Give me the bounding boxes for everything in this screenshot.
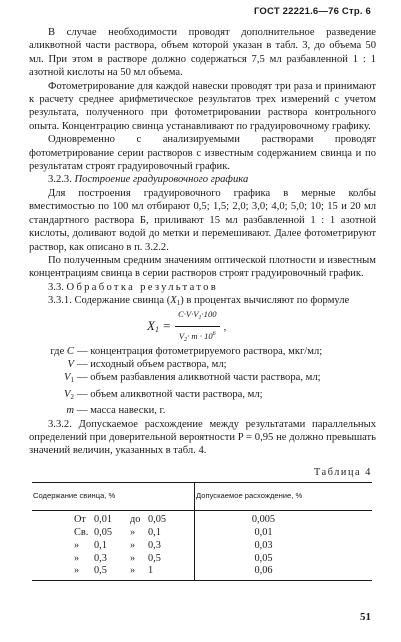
cell-range: [32, 511, 195, 527]
range-lo: 0,01: [94, 514, 113, 526]
paragraph: Одновременно с анализируемыми растворами проводят фотометрирование серии растворов с известным содержанием свинца и по результатам строят градуировочный график.: [29, 134, 376, 173]
table-row: [32, 553, 372, 566]
range-pre: Св.: [74, 526, 89, 538]
symbol: V: [64, 388, 71, 400]
page-body: [29, 26, 376, 581]
page-header: ГОСТ 22221.6—76 Стр. 6: [253, 6, 371, 17]
range-hi: 0,05: [148, 514, 167, 526]
cell-tolerance: 0,06: [195, 565, 373, 580]
range: [32, 540, 194, 553]
definition-row: [29, 404, 376, 417]
cell-range: [32, 553, 195, 566]
range-hi: 0,3: [148, 539, 161, 551]
definition-text: — объем разбавления аликвотной части раствора, мл;: [77, 372, 321, 384]
subscript: 1: [70, 376, 74, 385]
section-heading-3-3: [29, 281, 376, 294]
symbol: m: [66, 405, 74, 417]
definition-text: — объем аликвотной части раствора, мл;: [77, 388, 263, 400]
column-header: Допускаемое расхождение, %: [195, 483, 373, 511]
symbol: X: [170, 295, 177, 307]
cell-tolerance: 0,03: [195, 540, 373, 553]
paragraph: Фотометрирование для каждой навески проводят три раза и принимают к расчету среднее арифметическое результатов трех измерений с учетом результата, полученного при фотометрировании раствора контрольного опыта. Концентрацию свинца устанавливают по градуировочному графику.: [29, 80, 376, 132]
definition-symbol: [29, 388, 77, 404]
definition-row: [29, 388, 376, 404]
cell-range: [32, 540, 195, 553]
definition-symbol: [29, 358, 77, 371]
subscript: 2: [70, 392, 74, 401]
range-lo: 0,1: [94, 539, 107, 551]
symbol: V: [64, 372, 71, 384]
section-number: 3.3.: [48, 281, 64, 293]
range-mid: »: [130, 565, 136, 577]
paragraph: По полученным средним значениям оптической плотности и известным концентрациям свинца в серии растворов строят градуировочный график.: [29, 254, 376, 280]
table-row: [32, 527, 372, 540]
numerator-tail: ·100: [201, 308, 217, 319]
range-hi: 1: [148, 565, 154, 577]
section-heading-3-2-3: [29, 173, 376, 186]
section-title: Построение градуировочного графика: [74, 174, 249, 186]
range-mid: »: [130, 539, 136, 551]
paragraph: Для построения градуировочного графика в мерные колбы вместимостью по 100 мл отбирают 0,5; 1,5; 2,0; 3,0; 4,0; 5,0; 10; 15 и 20 мл стандартного раствора Б, приливают 15 мл разбавленной 1 : 1 азотной кислоты, доливают водой до метки и перемешивают. Далее фотометрируют раствор, как описано в п. 3.2.2.: [29, 187, 376, 253]
range-pre: »: [74, 565, 80, 577]
table-row: [32, 511, 372, 527]
range: [32, 514, 194, 527]
table-4: [32, 482, 372, 581]
table-row: [32, 540, 372, 553]
formula: [147, 308, 376, 343]
range-hi: 0,1: [148, 526, 161, 538]
range-hi: 0,5: [148, 552, 161, 564]
definition-row: [29, 358, 376, 371]
cell-tolerance: 0,05: [195, 553, 373, 566]
cell-tolerance: 0,01: [195, 527, 373, 540]
denominator-tail: · m · 10: [187, 330, 213, 341]
denominator-superscript: 6: [212, 331, 216, 338]
range-mid: до: [130, 514, 141, 526]
numerator-text: C·V·V: [177, 308, 199, 319]
text-run: 3.3.1. Содержание свинца (: [48, 295, 171, 307]
formula-equals: =: [158, 317, 171, 333]
column-header: Содержание свинца, %: [32, 483, 195, 511]
table-header-row: [32, 483, 372, 511]
formula-comma: ,: [223, 321, 227, 333]
formula-numerator: [175, 308, 220, 327]
cell-range: [32, 527, 195, 540]
range-mid: »: [130, 552, 136, 564]
definition-text: — масса навески, г.: [77, 405, 166, 417]
symbol: C: [66, 345, 74, 357]
section-number: 3.2.3.: [48, 174, 72, 186]
numerator-subscript: 1: [198, 314, 202, 321]
formula-lhs: [147, 319, 171, 336]
formula-symbol: X: [147, 317, 155, 333]
cell-range: [32, 565, 195, 580]
definition-text: — концентрация фотометрируемого раствора, мкг/мл;: [77, 345, 323, 357]
range-lo: 0,3: [94, 552, 107, 564]
denominator-subscript: 2: [184, 336, 188, 343]
range: [32, 565, 194, 578]
definition-symbol: [29, 345, 77, 358]
range-pre: От: [74, 514, 86, 526]
cell-tolerance: 0,005: [195, 511, 373, 527]
range-pre: »: [74, 552, 80, 564]
definition-symbol: [29, 371, 77, 387]
page-number: 51: [360, 611, 371, 623]
range-lo: 0,5: [94, 565, 107, 577]
denominator-text: V: [178, 330, 185, 341]
symbol: V: [67, 358, 74, 370]
formula-fraction: [175, 308, 220, 348]
definition-row: [29, 345, 376, 358]
table-body: [32, 511, 372, 581]
section-title: Обработка результатов: [66, 281, 219, 293]
range: [32, 527, 194, 540]
formula-subscript: 1: [154, 324, 159, 334]
range: [32, 553, 194, 566]
definition-text: — исходный объем раствора, мл;: [77, 358, 227, 370]
table-title: Таблица 4: [314, 466, 372, 478]
definition-symbol: [29, 404, 77, 417]
definition-prefix: где: [50, 345, 67, 357]
subscript: 1: [176, 299, 181, 308]
range-lo: 0,05: [94, 526, 113, 538]
formula-definitions: [29, 345, 376, 418]
paragraph: В случае необходимости проводят дополнительное разведение аликвотной части раствора, объем которой указан в табл. 3, до объема 50 мл. При этом в растворе должно содержаться 7,5 мл разбавленной 1 : 1 азотной кислоты на 50 мл объема.: [29, 27, 376, 79]
range-mid: »: [130, 526, 136, 538]
definition-row: [29, 371, 376, 387]
text-run: ) в процентах вычисляют по формуле: [180, 295, 350, 307]
table-row: [32, 565, 372, 580]
range-pre: »: [74, 539, 80, 551]
paragraph-3-3-2: 3.3.2. Допускаемое расхождение между результатами параллельных определений при доверительной вероятности P = 0,95 не должно превышать значений величин, указанных в табл. 4.: [29, 418, 376, 457]
